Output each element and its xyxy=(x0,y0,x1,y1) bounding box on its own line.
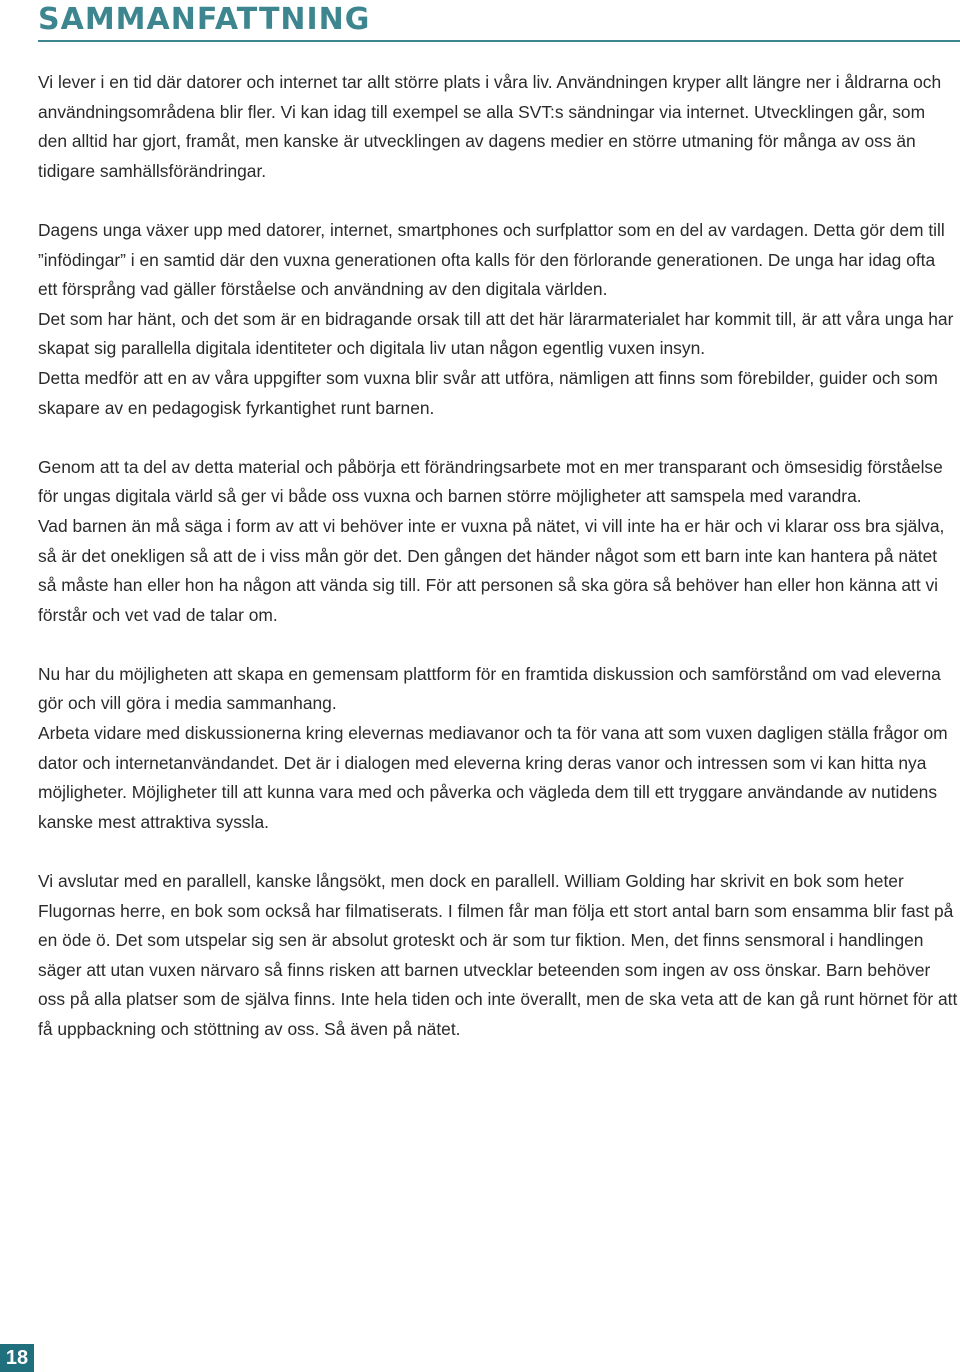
paragraph-intro: Vi lever i en tid där datorer och internet tar allt större plats i våra liv. Användningen kryper allt längre ner i åldrarna och användningsområdena blir fler. Vi kan idag till exempel se alla SVT:s sändningar via internet. Utvecklingen går, som den alltid har gjort, framåt, men kanske är utvecklingen av dagens medier en större utmaning för många av oss än tidigare samhällsförändringar. xyxy=(38,72,942,181)
paragraph-spacer xyxy=(38,837,958,867)
paragraph-spacer xyxy=(38,423,958,453)
summary-body xyxy=(38,68,958,1045)
paragraph-lord-of-the-flies: Vi avslutar med en parallell, kanske långsökt, men dock en parallell. William Golding har skrivit en bok som heter Flugornas herre, en bok som också har filmatiserats. I filmen får man följa ett stort antal barn som ensamma blir fast på en öde ö. Det som utspelar sig sen är absolut groteskt och är som tur fiktion. Men, det finns sensmoral i handlingen säger att utan vuxen närvaro så finns risken att barnen utvecklar beteenden som ingen av oss önskar. Barn behöver oss på alla platser som de själva finns. Inte hela tiden och inte överallt, men de ska veta att de kan gå runt hörnet för att få uppbackning och stöttning av oss. Så även på nätet. xyxy=(38,871,958,1039)
page-number-badge: 18 xyxy=(0,1344,34,1372)
paragraph-spacer xyxy=(38,186,958,216)
paragraph-digital-identities: Det som har hänt, och det som är en bidragande orsak till att det här lärarmaterialet har kommit till, är att våra unga har skapat sig parallella digitala identiteter och digitala liv utan någon egentlig vuxen insyn. xyxy=(38,308,954,359)
page-title: SAMMANFATTNING xyxy=(38,2,371,37)
paragraph-common-platform: Nu har du möjligheten att skapa en gemensam plattform för en framtida diskussion och samförstånd om vad eleverna gör och vill göra i media sammanhang. xyxy=(38,663,941,714)
paragraph-mutual-understanding: Genom att ta del av detta material och påbörja ett förändringsarbete mot en mer transparant och ömsesidig förståelse för ungas digitala värld så ger vi både oss vuxna och barnen större möjligheter att samspela med varandra. xyxy=(38,456,943,507)
paragraph-need-adults: Vad barnen än må säga i form av att vi behöver inte er vuxna på nätet, vi vill inte ha er här och vi klarar oss bra själva, så är det onekligen så att de i viss mån gör det. Den gången det händer något som ett barn inte kan hantera på nätet så måste han eller hon ha någon att vända sig till. För att personen så ska göra så behöver han eller hon känna att vi förstår och vet vad de talar om. xyxy=(38,515,945,625)
paragraph-young-generation: Dagens unga växer upp med datorer, internet, smartphones och surfplattor som en del av vardagen. Detta gör dem till ”infödingar” i en samtid där den vuxna generationen ofta kalls för den förlorande generationen. De unga har idag ofta ett försprång vad gäller förståelse och användning av den digitala världen. xyxy=(38,219,945,300)
paragraph-role-models: Detta medför att en av våra uppgifter som vuxna blir svår att utföra, nämligen att finns som förebilder, guider och som skapare av en pedagogisk fyrkantighet runt barnen. xyxy=(38,367,938,418)
paragraph-continue-discussion: Arbeta vidare med diskussionerna kring elevernas mediavanor och ta för vana att som vuxen dagligen ställa frågor om dator och internetanvändandet. Det är i dialogen med eleverna kring deras vanor och intressen som vi kan hitta nya möjligheter. Möjligheter till att kunna vara med och påverka och vägleda dem till ett tryggare användande av nutidens kanske mest attraktiva syssla. xyxy=(38,723,948,832)
title-divider xyxy=(38,40,960,42)
paragraph-spacer xyxy=(38,630,958,660)
